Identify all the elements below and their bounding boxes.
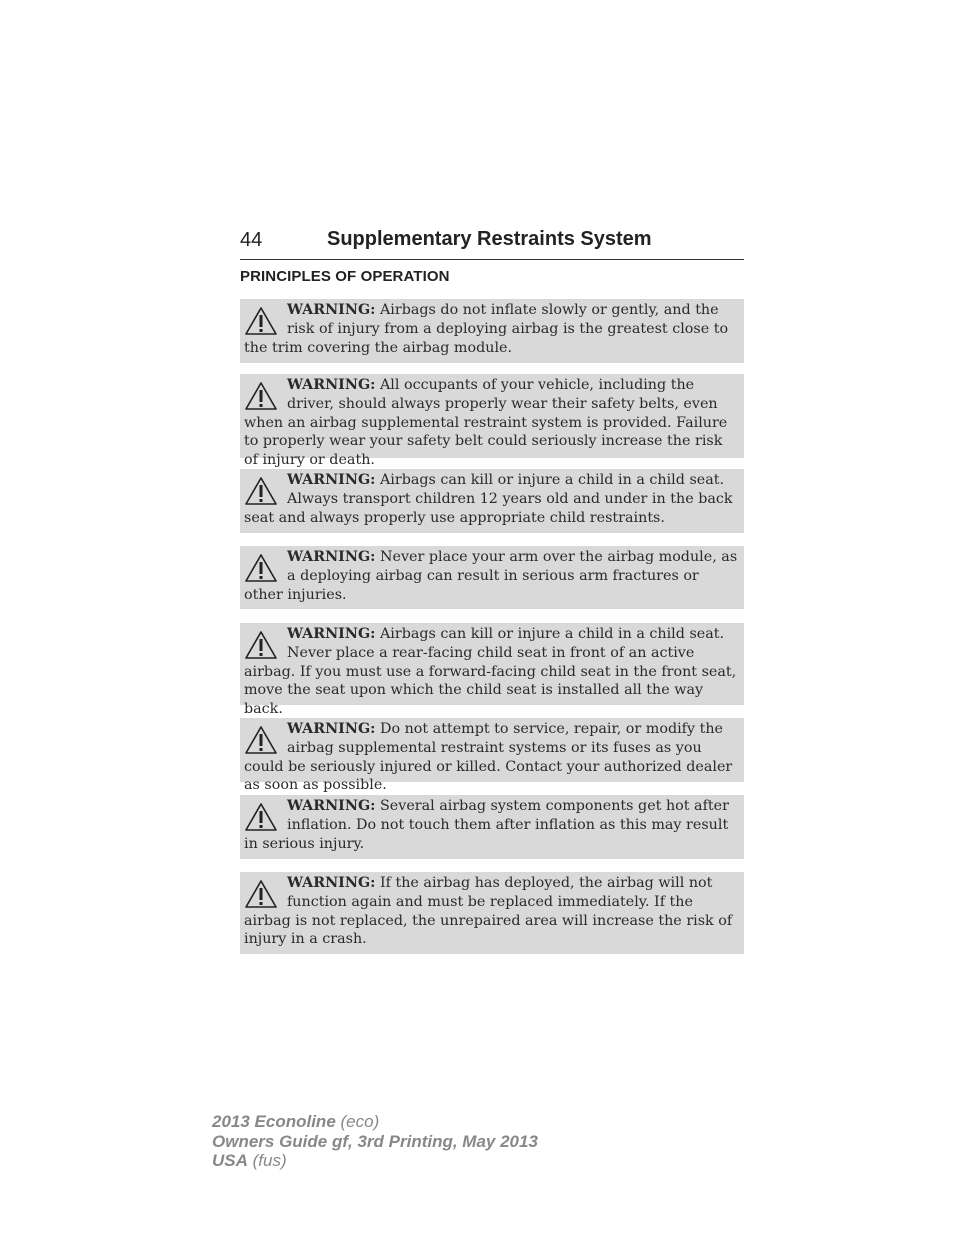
warning-box <box>240 469 744 533</box>
warning-triangle-icon <box>244 553 278 583</box>
warning-label: WARNING: <box>287 472 376 488</box>
warning-box <box>240 546 744 609</box>
warning-label: WARNING: <box>287 721 376 737</box>
warning-text: Several airbag system components get hot after inflation. Do not touch them after inflation as this may result in serious injury. <box>244 798 729 852</box>
warning-triangle-icon <box>244 381 278 411</box>
warning-text: Airbags can kill or injure a child in a child seat. Never place a rear-facing child seat in front of an active airbag. If you must use a forward-facing child seat in the front seat, move the seat upon which the child seat is installed all the way back. <box>244 626 737 718</box>
warning-box <box>240 718 744 794</box>
warning-triangle-icon <box>244 725 278 755</box>
warning-label: WARNING: <box>287 626 376 642</box>
warning-label: WARNING: <box>287 798 376 814</box>
warning-label: WARNING: <box>287 875 376 891</box>
footer-market-code: (fus) <box>247 1151 287 1170</box>
warning-triangle-icon <box>244 476 278 506</box>
warning-text: Do not attempt to service, repair, or modify the airbag supplemental restraint systems or its fuses as you could be seriously injured or killed. Contact your authorized dealer as soon as possible. <box>244 721 733 794</box>
warning-triangle-icon <box>244 630 278 660</box>
warning-box <box>240 299 744 363</box>
footer-model: 2013 Econoline <box>212 1112 336 1131</box>
warning-text: Airbags can kill or injure a child in a child seat. Always transport children 12 years old and under in the back seat and always properly use appropriate child restraints. <box>244 472 733 526</box>
warning-box <box>240 374 744 469</box>
warning-text: Airbags do not inflate slowly or gently, and the risk of injury from a deploying airbag is the greatest close to the trim covering the airbag module. <box>244 302 729 356</box>
warning-box <box>240 795 744 859</box>
footer-line-model <box>212 1112 538 1132</box>
warning-text: If the airbag has deployed, the airbag will not function again and must be replaced immediately. If the airbag is not replaced, the unrepaired area will increase the risk of injury in a crash. <box>244 875 733 948</box>
page-number: 44 <box>240 229 263 251</box>
warning-box <box>240 623 744 718</box>
footer <box>212 1112 538 1171</box>
warning-box <box>240 872 744 954</box>
chapter-title: Supplementary Restraints System <box>327 228 652 250</box>
footer-market: USA <box>212 1151 248 1170</box>
footer-line-guide: Owners Guide gf, 3rd Printing, May 2013 <box>212 1131 538 1151</box>
warning-text: All occupants of your vehicle, including the driver, should always properly wear their safety belts, even when an airbag supplemental restraint system is provided. Failure to properly wear your safety belt could seriously increase the risk of injury or death. <box>244 377 728 469</box>
warning-triangle-icon <box>244 879 278 909</box>
section-title: PRINCIPLES OF OPERATION <box>240 268 450 285</box>
warning-label: WARNING: <box>287 377 376 393</box>
page-header <box>240 228 744 260</box>
warning-text: Never place your arm over the airbag module, as a deploying airbag can result in serious arm fractures or other injuries. <box>244 549 738 603</box>
warning-triangle-icon <box>244 306 278 336</box>
warning-label: WARNING: <box>287 549 376 565</box>
footer-model-code: (eco) <box>335 1112 380 1131</box>
warning-triangle-icon <box>244 802 278 832</box>
warning-label: WARNING: <box>287 302 376 318</box>
footer-line-market <box>212 1151 538 1171</box>
